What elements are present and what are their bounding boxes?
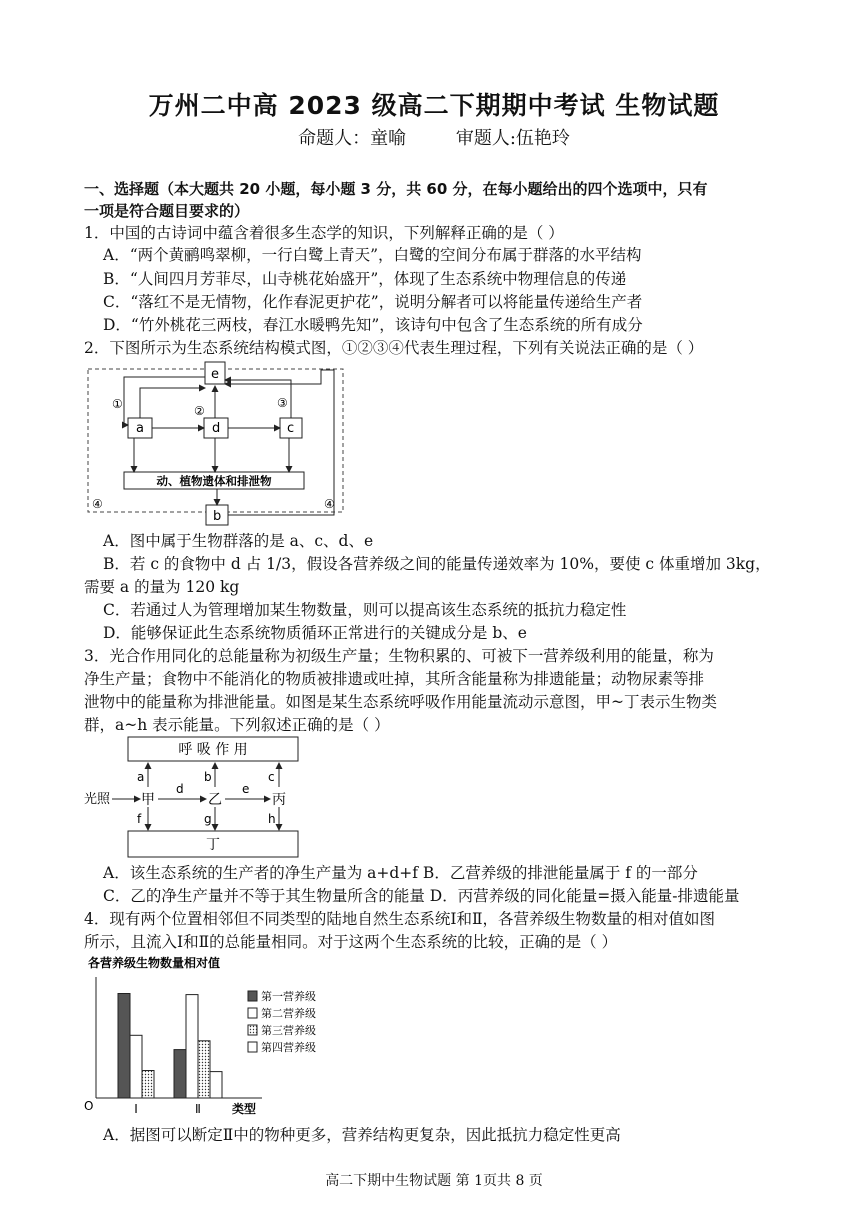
bar-2-3 bbox=[198, 1041, 210, 1098]
legend-label: 第三营养级 bbox=[261, 1024, 316, 1037]
page-footer: 高二下期中生物试题 第 1页共 8 页 bbox=[325, 1173, 543, 1189]
q3-options-ab: A．该生态系统的生产者的净生产量为 a+d+f B．乙营养级的排泄能量属于 f 的一部分 bbox=[103, 864, 698, 882]
label-remains: 动、植物遗体和排泄物 bbox=[156, 474, 272, 488]
chart-ylabel: 各营养级生物数量相对值 bbox=[88, 956, 221, 970]
chart-origin: O bbox=[84, 1099, 94, 1113]
label-process-1: ① bbox=[112, 397, 123, 411]
q2-option-b-2: 需要 a 的量为 120 kg bbox=[84, 578, 240, 596]
flow-b: b bbox=[204, 770, 212, 784]
bar-2-4 bbox=[210, 1072, 222, 1098]
flow-c: c bbox=[268, 770, 275, 784]
section-heading-2: 一项是符合题目要求的） bbox=[84, 202, 250, 220]
q2-option-c: C．若通过人为管理增加某生物数量，则可以提高该生态系统的抵抗力稳定性 bbox=[103, 601, 627, 619]
label-e: e bbox=[211, 367, 219, 382]
label-process-2: ② bbox=[194, 404, 205, 418]
legend-swatch bbox=[248, 991, 257, 1001]
bar-2-1 bbox=[174, 1050, 186, 1098]
exam-title: 万州二中高 2023 级高二下期期中考试 生物试题 bbox=[148, 91, 720, 120]
jia-label: 甲 bbox=[141, 792, 155, 808]
ecosystem-structure-diagram bbox=[84, 360, 349, 528]
category-label: Ⅰ bbox=[134, 1102, 138, 1116]
flow-e: e bbox=[242, 782, 250, 796]
label-process-4-right: ④ bbox=[324, 497, 335, 511]
q4-stem-2: 所示，且流入Ⅰ和Ⅱ的总能量相同。对于这两个生态系统的比较，正确的是（ ） bbox=[84, 933, 618, 951]
flow-f: f bbox=[137, 812, 142, 826]
reviewer: 审题人:伍艳玲 bbox=[455, 128, 570, 149]
proposer: 命题人：童喻 bbox=[298, 128, 407, 149]
legend-label: 第四营养级 bbox=[261, 1041, 316, 1054]
flow-a: a bbox=[137, 770, 145, 784]
q3-options-cd: C．乙的净生产量并不等于其生物量所含的能量 D．丙营养级的同化能量=摄入能量-排遗能量 bbox=[103, 887, 740, 905]
chart-xlabel: 类型 bbox=[232, 1102, 257, 1116]
q4-stem-1: 4．现有两个位置相邻但不同类型的陆地自然生态系统Ⅰ和Ⅱ，各营养级生物数量的相对值如图 bbox=[84, 910, 716, 928]
bing-label: 丙 bbox=[272, 792, 286, 808]
light-label: 光照 bbox=[84, 792, 111, 807]
q2-stem: 2．下图所示为生态系统结构模式图，①②③④代表生理过程，下列有关说法正确的是（ ） bbox=[84, 339, 704, 357]
q3-stem-2: 净生产量；食物中不能消化的物质被排遗或吐掉，其所含能量称为排遗能量；动物尿素等排 bbox=[84, 670, 705, 688]
q1-option-a: A．“两个黄鹂鸣翠柳，一行白鹭上青天”，白鹭的空间分布属于群落的水平结构 bbox=[103, 246, 642, 264]
bar-1-3 bbox=[142, 1071, 154, 1099]
bar-1-2 bbox=[130, 1035, 142, 1098]
bar-1-1 bbox=[118, 994, 130, 1099]
legend-label: 第一营养级 bbox=[261, 990, 316, 1003]
q3-stem-1: 3．光合作用同化的总能量称为初级生产量；生物积累的、可被下一营养级利用的能量，称为 bbox=[84, 647, 714, 665]
q1-stem: 1．中国的古诗词中蕴含着很多生态学的知识，下列解释正确的是（ ） bbox=[84, 224, 564, 242]
q3-stem-3: 泄物中的能量称为排泄能量。如图是某生态系统呼吸作用能量流动示意图，甲~丁表示生物类 bbox=[84, 693, 717, 711]
energy-flow-diagram bbox=[84, 735, 314, 859]
label-a: a bbox=[136, 421, 144, 436]
q1-option-b: B．“人间四月芳菲尽，山寺桃花始盛开”，体现了生态系统中物理信息的传递 bbox=[103, 270, 627, 288]
label-d: d bbox=[212, 421, 221, 436]
respiration-label: 呼 吸 作 用 bbox=[178, 742, 248, 758]
label-process-3: ③ bbox=[277, 396, 288, 410]
flow-d: d bbox=[176, 782, 184, 796]
section-heading-1: 一、选择题（本大题共 20 小题，每小题 3 分，共 60 分，在每小题给出的四个选项中，只有 bbox=[84, 180, 708, 198]
q2-option-b-1: B．若 c 的食物中 d 占 1/3，假设各营养级之间的能量传递效率为 10%，要使 c 体重增加 3kg， bbox=[103, 555, 771, 573]
bar-2-2 bbox=[186, 995, 198, 1098]
q3-stem-4: 群，a~h 表示能量。下列叙述正确的是（ ） bbox=[84, 716, 390, 734]
trophic-level-bar-chart bbox=[84, 953, 354, 1118]
label-c: c bbox=[287, 421, 295, 436]
flow-g: g bbox=[204, 812, 212, 826]
ding-label: 丁 bbox=[206, 837, 220, 853]
legend-label: 第二营养级 bbox=[261, 1007, 316, 1020]
category-label: Ⅱ bbox=[195, 1102, 201, 1116]
label-b: b bbox=[213, 509, 222, 524]
legend-swatch bbox=[248, 1025, 257, 1035]
yi-label: 乙 bbox=[208, 792, 222, 808]
q2-option-a: A．图中属于生物群落的是 a、c、d、e bbox=[103, 532, 374, 550]
legend-swatch bbox=[248, 1042, 257, 1052]
q1-option-d: D．“竹外桃花三两枝，春江水暖鸭先知”，该诗句中包含了生态系统的所有成分 bbox=[103, 316, 643, 334]
q2-option-d: D．能够保证此生态系统物质循环正常进行的关键成分是 b、e bbox=[103, 624, 527, 642]
legend-swatch bbox=[248, 1008, 257, 1018]
q1-option-c: C．“落红不是无情物，化作春泥更护花”，说明分解者可以将能量传递给生产者 bbox=[103, 293, 643, 311]
exam-authors bbox=[0, 124, 868, 150]
flow-h: h bbox=[268, 812, 276, 826]
q4-option-a: A．据图可以断定Ⅱ中的物种更多，营养结构更复杂，因此抵抗力稳定性更高 bbox=[103, 1126, 621, 1144]
label-process-4-left: ④ bbox=[92, 497, 103, 511]
